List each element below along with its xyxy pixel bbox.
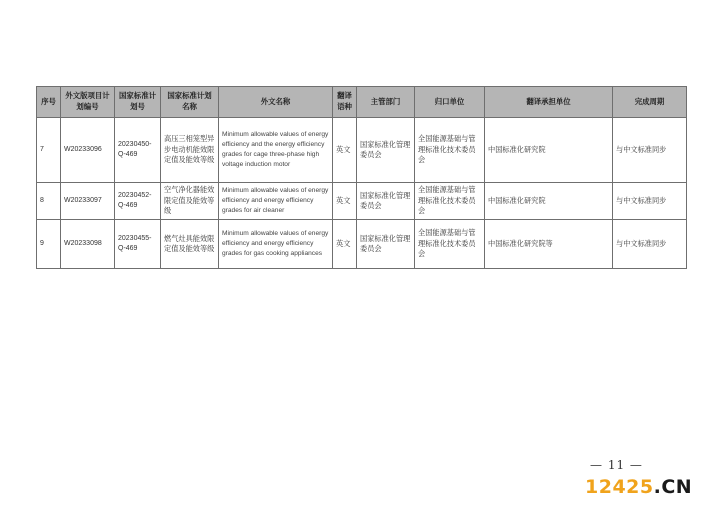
cell-translator: 中国标准化研究院	[485, 183, 613, 220]
cell-seq: 8	[37, 183, 61, 220]
cell-translator: 中国标准化研究院	[485, 118, 613, 183]
cell-language: 英文	[333, 183, 357, 220]
cell-tc: 全国能源基础与管理标准化技术委员会	[415, 183, 485, 220]
header-cell-period: 完成周期	[613, 87, 687, 118]
cell-tc: 全国能源基础与管理标准化技术委员会	[415, 118, 485, 183]
cell-name-en: Minimum allowable values of energy efficiency and energy efficiency grades for gas cooking appliances	[219, 220, 333, 269]
cell-plan-no: 20230452-Q-469	[115, 183, 161, 220]
table-row	[37, 118, 687, 183]
watermark-number: 12425	[585, 476, 654, 498]
cell-language: 英文	[333, 118, 357, 183]
header-cell-plan-no: 国家标准计划号	[115, 87, 161, 118]
cell-authority: 国家标准化管理委员会	[357, 220, 415, 269]
header-cell-seq: 序号	[37, 87, 61, 118]
cell-plan-no: 20230455-Q-469	[115, 220, 161, 269]
site-watermark-logo	[585, 476, 692, 498]
header-cell-tc: 归口单位	[415, 87, 485, 118]
table-row	[37, 220, 687, 269]
cell-period: 与中文标准同步	[613, 183, 687, 220]
cell-tc: 全国能源基础与管理标准化技术委员会	[415, 220, 485, 269]
cell-name-en: Minimum allowable values of energy efficiency and the energy efficiency grades for cage three-phase high voltage induction motor	[219, 118, 333, 183]
cell-name-en: Minimum allowable values of energy efficiency and energy efficiency grades for air cleaner	[219, 183, 333, 220]
cell-seq: 9	[37, 220, 61, 269]
cell-period: 与中文标准同步	[613, 118, 687, 183]
header-cell-name-cn: 国家标准计划名称	[161, 87, 219, 118]
header-cell-name-en: 外文名称	[219, 87, 333, 118]
header-cell-language: 翻译语种	[333, 87, 357, 118]
cell-authority: 国家标准化管理委员会	[357, 118, 415, 183]
cell-project-no: W20233097	[61, 183, 115, 220]
cell-period: 与中文标准同步	[613, 220, 687, 269]
cell-name-cn: 高压三相笼型异步电动机能效限定值及能效等级	[161, 118, 219, 183]
header-cell-translator: 翻译承担单位	[485, 87, 613, 118]
cell-project-no: W20233096	[61, 118, 115, 183]
cell-translator: 中国标准化研究院等	[485, 220, 613, 269]
cell-name-cn: 空气净化器能效限定值及能效等级	[161, 183, 219, 220]
standards-plan-table	[36, 86, 687, 269]
watermark-domain: .CN	[653, 476, 693, 498]
header-cell-authority: 主管部门	[357, 87, 415, 118]
cell-project-no: W20233098	[61, 220, 115, 269]
cell-seq: 7	[37, 118, 61, 183]
cell-plan-no: 20230450-Q-469	[115, 118, 161, 183]
cell-authority: 国家标准化管理委员会	[357, 183, 415, 220]
cell-name-cn: 燃气灶具能效限定值及能效等级	[161, 220, 219, 269]
header-cell-project-no: 外文版项目计划编号	[61, 87, 115, 118]
page-number: — 11 —	[590, 458, 643, 472]
table-header-row	[37, 87, 687, 118]
table-row	[37, 183, 687, 220]
cell-language: 英文	[333, 220, 357, 269]
